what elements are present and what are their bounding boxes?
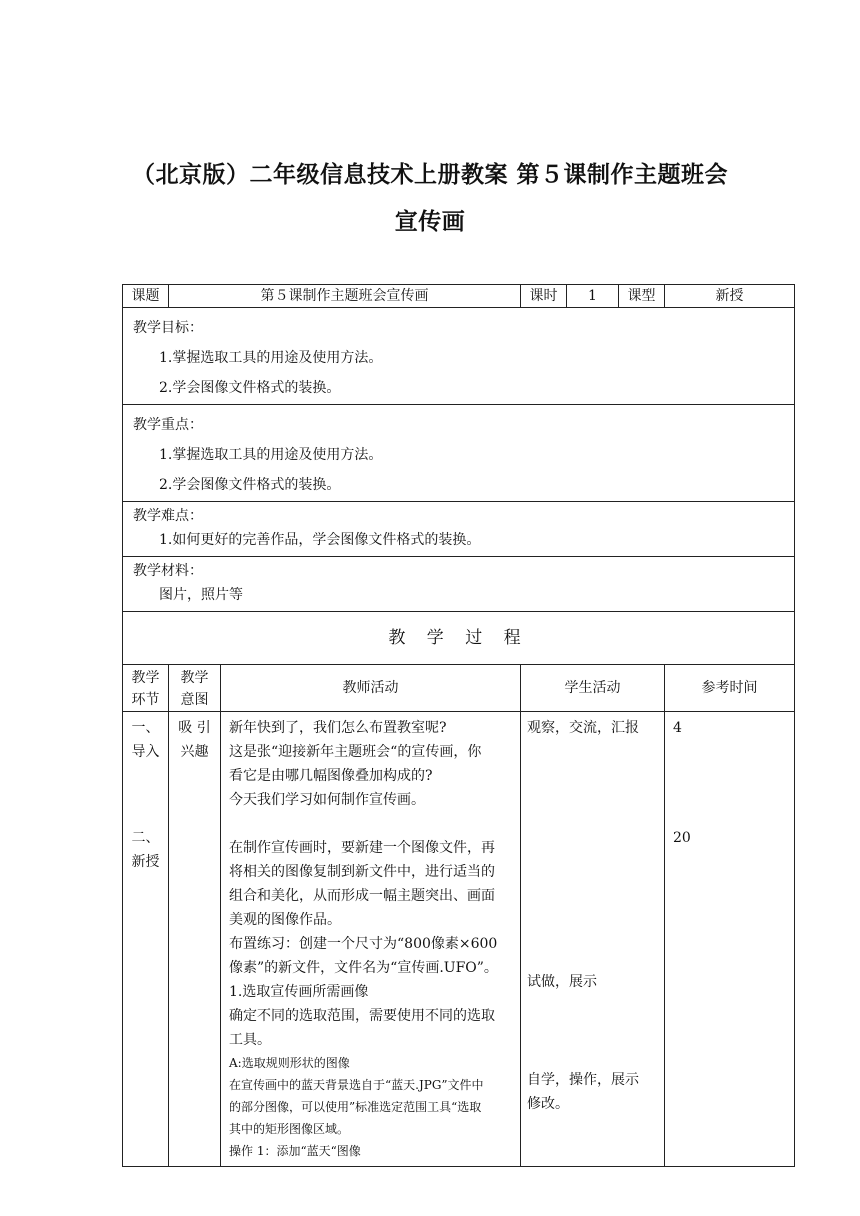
materials-label: 教学材料：: [133, 563, 203, 579]
objectives-label: 教学目标：: [133, 320, 203, 336]
info-row: [123, 285, 795, 308]
intent-cell: 吸 引 兴趣: [169, 712, 221, 1167]
type-label: 课型: [619, 285, 665, 308]
teacher-activity-header: 教师活动: [221, 665, 521, 712]
type-value: 新授: [665, 285, 795, 308]
objective-item: 1.掌握选取工具的用途及使用方法。: [159, 350, 383, 366]
teacher-activity-cell: 新年快到了，我们怎么布置教室呢? 这是张“迎接新年主题班会“的宣传画，你 看它是由哪几幅图像叠加构成的? 今天我们学习如何制作宣传画。 在制作宣传画时，要新建一个图像文件，再 将相关的图像复制到新文件中，进行适当的 组合和美化，从而形成一幅主题突出、画面 美观的图像作品。 布置练习：创建一个尺寸为“800像素×600 像素”的新文件，文件名为“宣传画.UFO”。 1.选取宣传画所需画像 确定不同的选取范围，需要使用不同的选取 工具。 A:选取规则形状的图像 在宣传画中的蓝天背景选自于“蓝天.JPG”文件中 的部分图像，可以使用”标准选定范围工具“选取 其中的矩形图像区域。 操作 1：添加“蓝天“图像: [221, 712, 521, 1167]
process-body-row: [123, 712, 795, 1167]
objectives-section: [123, 308, 795, 405]
lesson-plan-table: [122, 284, 795, 1167]
hours-label: 课时: [521, 285, 567, 308]
key-point-item: 2.学会图像文件格式的装换。: [159, 477, 341, 493]
student-activity-cell: 观察，交流，汇报 试做，展示 自学，操作，展示 修改。: [521, 712, 665, 1167]
difficulties-section: [123, 502, 795, 557]
materials-text: 图片，照片等: [159, 587, 243, 603]
key-point-item: 1.掌握选取工具的用途及使用方法。: [159, 447, 383, 463]
student-activity-header: 学生活动: [521, 665, 665, 712]
topic-value: 第５课制作主题班会宣传画: [169, 285, 521, 308]
materials-section: [123, 557, 795, 612]
difficulty-item: 1.如何更好的完善作品，学会图像文件格式的装换。: [159, 532, 481, 548]
time-cell: 4 20: [665, 712, 795, 1167]
objective-item: 2.学会图像文件格式的装换。: [159, 380, 341, 396]
time-header: 参考时间: [665, 665, 795, 712]
key-points-label: 教学重点：: [133, 417, 203, 433]
process-column-header: [123, 665, 795, 712]
process-title-row: [123, 612, 795, 665]
topic-label: 课题: [123, 285, 169, 308]
hours-value: 1: [567, 285, 619, 308]
process-title: 教 学 过 程: [123, 612, 795, 665]
difficulties-label: 教学难点：: [133, 508, 203, 524]
document-title-line2: 宣传画: [394, 209, 466, 235]
stage-cell: 一、 导入 二、 新授: [123, 712, 169, 1167]
intent-header: 教学 意图: [180, 670, 209, 708]
document-title-line1: （北京版）二年级信息技术上册教案 第５课制作主题班会: [131, 162, 728, 188]
key-points-section: [123, 405, 795, 502]
stage-header: 教学 环节: [131, 670, 160, 708]
